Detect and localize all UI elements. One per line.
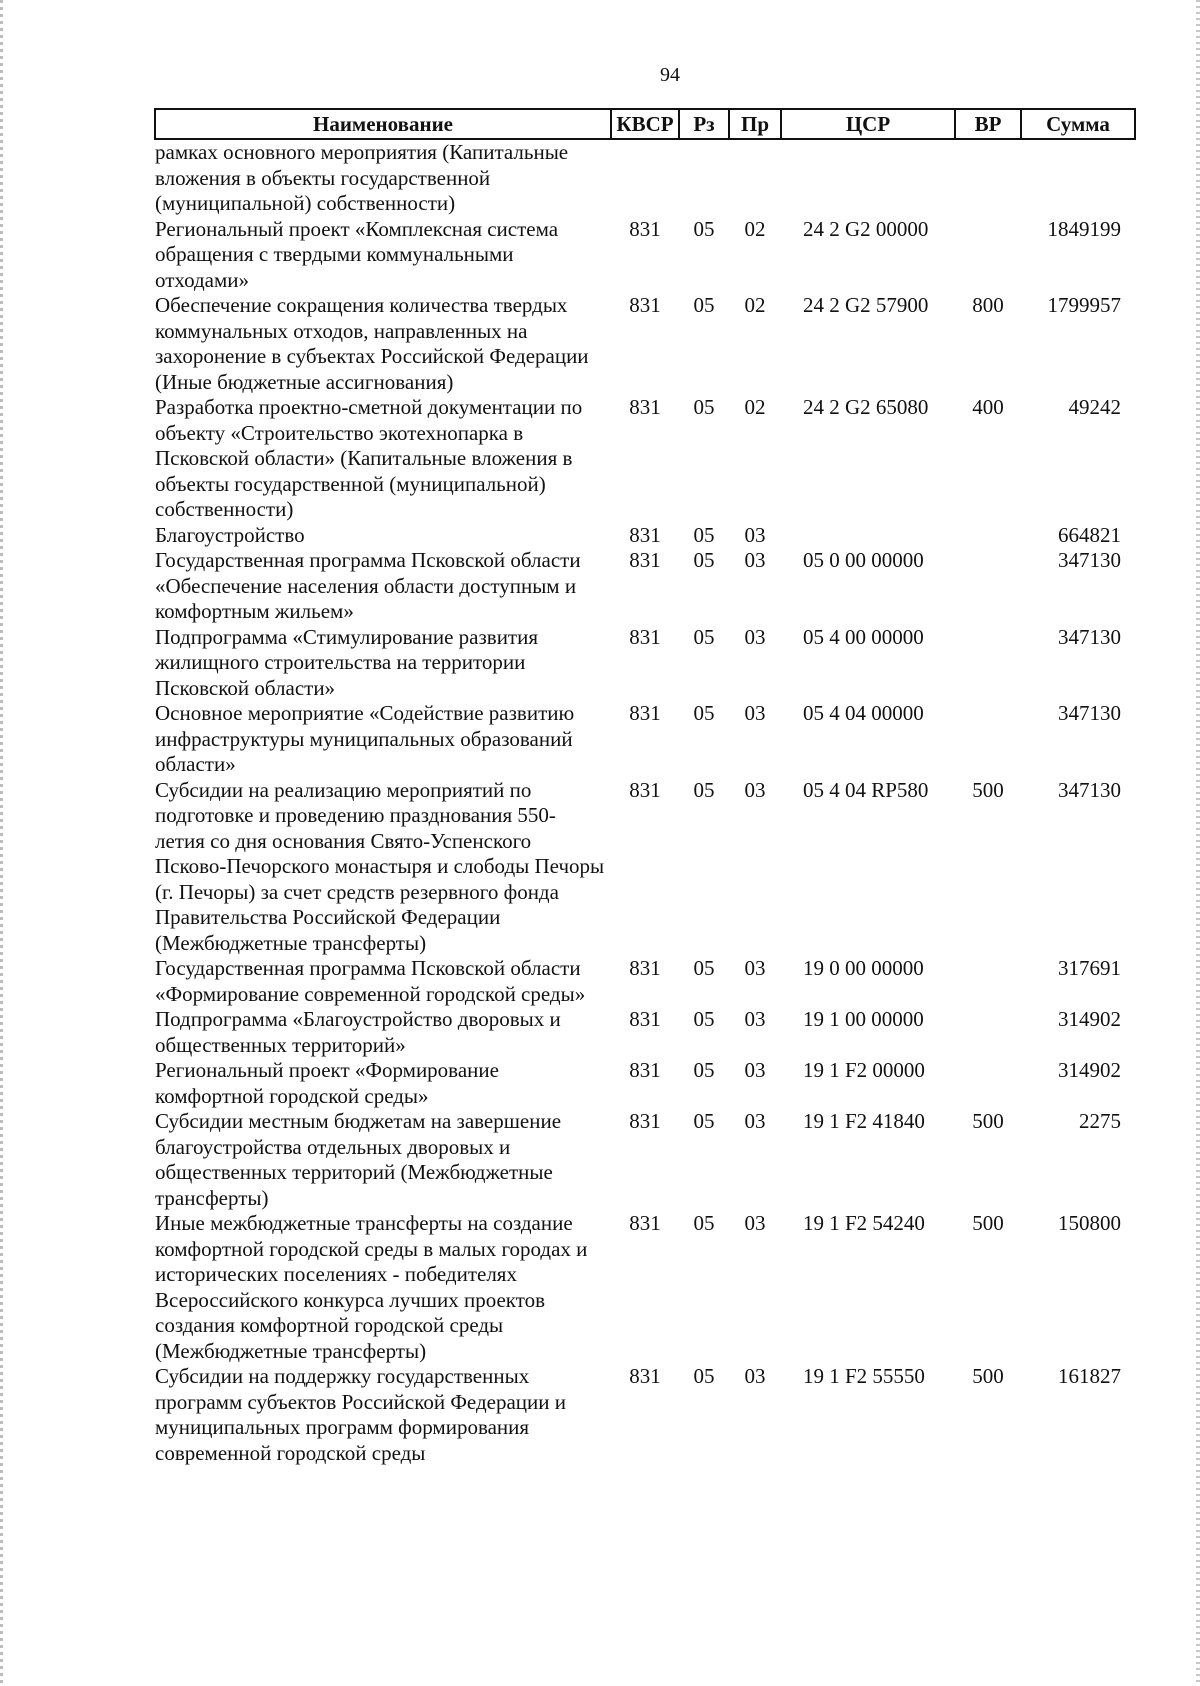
table-row: [155, 625, 1135, 702]
cell-sum: [1021, 139, 1135, 217]
cell-kvsr: 831: [629, 777, 661, 802]
table-row: [155, 1007, 1135, 1058]
cell-rz: 05: [693, 1058, 715, 1082]
scan-edge-right: [1196, 0, 1200, 1686]
cell-name: Подпрограмма «Благоустройство дворовых и общественных территорий»: [155, 1007, 561, 1057]
cell-name: Субсидии местным бюджетам на завершение благоустройства отдельных дворовых и общественных территорий (Межбюджетные трансферты): [155, 1109, 562, 1210]
table-row: [155, 523, 1135, 549]
cell-rz: 05: [693, 1109, 715, 1133]
cell-name: Региональный проект «Комплексная система обращения с твердыми коммунальными отходами»: [155, 216, 559, 292]
cell-sum: 1799957: [1047, 293, 1121, 317]
cell-sum: 161827: [1058, 1364, 1121, 1388]
header-sum: Сумма: [1021, 109, 1135, 139]
cell-pr: [729, 139, 781, 217]
header-csr: ЦСР: [781, 109, 955, 139]
cell-kvsr: 831: [629, 1364, 661, 1388]
table-row: [155, 1211, 1135, 1364]
cell-vr: [955, 625, 1021, 702]
cell-pr: 03: [744, 1364, 766, 1388]
cell-pr: 03: [744, 701, 766, 725]
table-row: [155, 1364, 1135, 1466]
cell-csr: 05 4 04 00000: [803, 701, 924, 725]
header-rz: Рз: [679, 109, 729, 139]
cell-vr: [955, 217, 1021, 294]
table-row: [155, 778, 1135, 957]
cell-pr: 03: [744, 1109, 766, 1133]
cell-pr: 02: [744, 216, 766, 241]
cell-rz: 05: [693, 216, 715, 241]
cell-pr: 03: [744, 1058, 766, 1082]
cell-vr: 800: [972, 293, 1004, 317]
table-row: [155, 548, 1135, 625]
cell-vr: [955, 956, 1021, 1007]
header-pr: Пр: [729, 109, 781, 139]
cell-kvsr: 831: [629, 522, 661, 547]
cell-kvsr: 831: [629, 1211, 661, 1235]
cell-kvsr: 831: [629, 624, 661, 649]
cell-sum: 347130: [1058, 624, 1121, 649]
table-row: [155, 139, 1135, 217]
cell-name: Государственная программа Псковской области «Обеспечение населения области доступным и комфортным жильем»: [155, 548, 581, 623]
cell-kvsr: 831: [629, 293, 661, 317]
cell-name: Государственная программа Псковской области «Формирование современной городской среды»: [155, 956, 586, 1006]
cell-pr: 03: [744, 956, 766, 980]
cell-rz: 05: [693, 548, 715, 572]
cell-name: Иные межбюджетные трансферты на создание комфортной городской среды в малых городах и исторических поселениях - победителях Всероссийского конкурса лучших проектов создания комфортной городской среды (Межбюджетные трансферты): [155, 1211, 588, 1363]
cell-rz: 05: [693, 395, 715, 419]
budget-table: [154, 108, 1136, 1466]
cell-name: Подпрограмма «Стимулирование развития жилищного строительства на территории Псковской области»: [155, 624, 539, 700]
cell-name: Обеспечение сокращения количества твердых коммунальных отходов, направленных на захоронение в субъектах Российской Федерации (Иные бюджетные ассигнования): [155, 293, 589, 394]
cell-vr: 500: [972, 1211, 1004, 1235]
cell-vr: 500: [972, 777, 1004, 802]
cell-sum: 347130: [1058, 548, 1121, 572]
cell-csr: 24 2 G2 00000: [803, 216, 929, 241]
cell-sum: 2275: [1079, 1109, 1121, 1133]
cell-rz: 05: [693, 1364, 715, 1388]
cell-rz: 05: [693, 624, 715, 649]
cell-rz: 05: [693, 1007, 715, 1031]
cell-rz: 05: [693, 956, 715, 980]
cell-csr: [781, 139, 955, 217]
cell-csr: 05 4 00 00000: [803, 624, 924, 649]
table-header: [155, 109, 1135, 139]
cell-rz: [679, 139, 729, 217]
header-kvsr: КВСР: [611, 109, 679, 139]
cell-csr: 19 1 00 00000: [803, 1007, 924, 1031]
cell-vr: [955, 523, 1021, 549]
cell-csr: 19 1 F2 41840: [803, 1109, 925, 1133]
cell-vr: [955, 1058, 1021, 1109]
budget-table-container: [154, 108, 1134, 1466]
cell-vr: [955, 701, 1021, 778]
cell-kvsr: 831: [629, 548, 661, 572]
cell-kvsr: 831: [629, 216, 661, 241]
table-row: [155, 956, 1135, 1007]
header-name: Наименование: [155, 109, 611, 139]
cell-sum: 347130: [1058, 777, 1121, 802]
cell-kvsr: 831: [629, 1007, 661, 1031]
cell-kvsr: 831: [629, 395, 661, 419]
cell-rz: 05: [693, 777, 715, 802]
cell-kvsr: 831: [629, 1058, 661, 1082]
table-row: [155, 293, 1135, 395]
table-body: [155, 139, 1135, 1466]
table-row: [155, 395, 1135, 523]
cell-sum: 314902: [1058, 1007, 1121, 1031]
table-row: [155, 701, 1135, 778]
table-row: [155, 1058, 1135, 1109]
cell-csr: 24 2 G2 57900: [803, 293, 929, 317]
cell-rz: 05: [693, 522, 715, 547]
cell-sum: 317691: [1058, 956, 1121, 980]
cell-sum: 49242: [1068, 395, 1121, 419]
cell-pr: 03: [744, 1007, 766, 1031]
cell-sum: 150800: [1058, 1211, 1121, 1235]
cell-sum: 314902: [1058, 1058, 1121, 1082]
cell-csr: 05 0 00 00000: [803, 548, 924, 572]
cell-vr: 400: [972, 395, 1004, 419]
cell-sum: 347130: [1058, 701, 1121, 725]
cell-kvsr: [611, 139, 679, 217]
cell-name: Основное мероприятие «Содействие развитию инфраструктуры муниципальных образований области»: [155, 701, 575, 776]
cell-sum: 1849199: [1047, 216, 1121, 241]
table-row: [155, 1109, 1135, 1211]
cell-rz: 05: [693, 293, 715, 317]
cell-name: Разработка проектно-сметной документации по объекту «Строительство экотехнопарка в Псковской области» (Капитальные вложения в объекты государственной (муниципальной) собственности): [155, 395, 583, 521]
page-number: 94: [660, 64, 680, 86]
cell-name: Региональный проект «Формирование комфортной городской среды»: [155, 1058, 499, 1108]
cell-pr: 02: [744, 395, 766, 419]
cell-rz: 05: [693, 1211, 715, 1235]
cell-pr: 03: [744, 777, 766, 802]
cell-csr: 19 1 F2 55550: [803, 1364, 925, 1388]
header-vr: ВР: [955, 109, 1021, 139]
cell-name: Субсидии на реализацию мероприятий по подготовке и проведению празднования 550-летия со дня основания Свято-Успенского Псково-Печорского монастыря и слободы Печоры (г. Печоры) за счет средств резервного фонда Правительства Российской Федерации (Межбюджетные трансферты): [155, 777, 605, 955]
cell-pr: 03: [744, 624, 766, 649]
cell-csr: 24 2 G2 65080: [803, 395, 929, 419]
scan-edge-left: [0, 0, 3, 1686]
cell-vr: [955, 139, 1021, 217]
cell-vr: [955, 548, 1021, 625]
cell-vr: [955, 1007, 1021, 1058]
cell-rz: 05: [693, 701, 715, 725]
cell-pr: 03: [744, 522, 766, 547]
cell-pr: 03: [744, 548, 766, 572]
cell-csr: 19 0 00 00000: [803, 956, 924, 980]
cell-kvsr: 831: [629, 1109, 661, 1133]
cell-vr: 500: [972, 1109, 1004, 1133]
cell-kvsr: 831: [629, 701, 661, 725]
cell-pr: 03: [744, 1211, 766, 1235]
cell-sum: 664821: [1058, 522, 1121, 547]
cell-name: Субсидии на поддержку государственных программ субъектов Российской Федерации и муниципальных программ формирования современной городской среды: [155, 1364, 567, 1465]
header-row: [155, 109, 1135, 139]
cell-pr: 02: [744, 293, 766, 317]
cell-name: рамках основного мероприятия (Капитальные вложения в объекты государственной (муниципальной) собственности): [155, 140, 569, 215]
cell-csr: 05 4 04 RP580: [803, 777, 929, 802]
cell-name: Благоустройство: [155, 522, 305, 547]
cell-csr: 19 1 F2 54240: [803, 1211, 925, 1235]
cell-vr: 500: [972, 1364, 1004, 1388]
cell-csr: 19 1 F2 00000: [803, 1058, 925, 1082]
cell-csr: [781, 523, 955, 549]
cell-kvsr: 831: [629, 956, 661, 980]
table-row: [155, 217, 1135, 294]
